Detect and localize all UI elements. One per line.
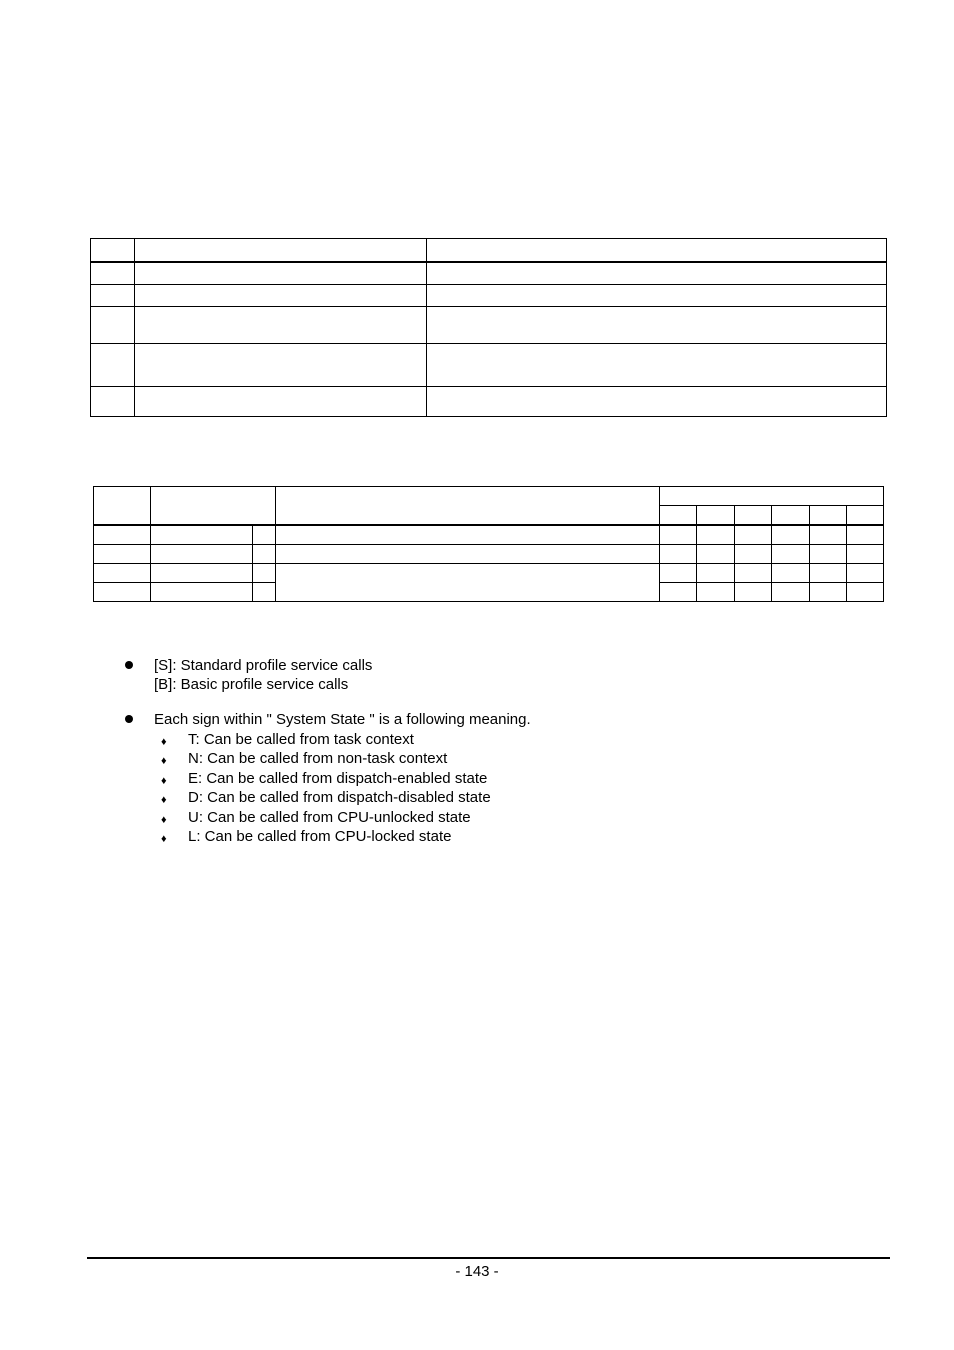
table-cell bbox=[810, 506, 847, 526]
table-row bbox=[94, 545, 884, 564]
table-cell bbox=[697, 564, 735, 583]
table-cell bbox=[426, 262, 886, 285]
table-cell bbox=[252, 525, 275, 545]
table-cell bbox=[772, 545, 810, 564]
table-row bbox=[91, 344, 887, 387]
service-call-table bbox=[93, 486, 884, 602]
diamond-icon: ♦ bbox=[161, 755, 167, 767]
table-cell bbox=[810, 525, 847, 545]
table-cell bbox=[150, 583, 252, 602]
table-row bbox=[91, 262, 887, 285]
table-cell bbox=[426, 239, 886, 263]
table-cell bbox=[426, 285, 886, 307]
table-cell bbox=[252, 545, 275, 564]
table-cell bbox=[94, 545, 151, 564]
table-cell bbox=[810, 564, 847, 583]
table-cell bbox=[134, 387, 426, 417]
table-row bbox=[91, 307, 887, 344]
diamond-icon: ♦ bbox=[161, 775, 167, 787]
parameter-table bbox=[90, 238, 887, 417]
table-cell bbox=[134, 239, 426, 263]
table-cell bbox=[810, 583, 847, 602]
table-cell bbox=[846, 525, 883, 545]
table-cell bbox=[772, 564, 810, 583]
diamond-icon: ♦ bbox=[161, 814, 167, 826]
table-cell bbox=[91, 387, 135, 417]
table-cell bbox=[91, 239, 135, 263]
bullet-dot-icon bbox=[125, 715, 133, 723]
table-cell bbox=[660, 583, 697, 602]
state-item-u: U: Can be called from CPU-unlocked state bbox=[188, 809, 471, 826]
table-cell bbox=[94, 525, 151, 545]
table-cell bbox=[134, 307, 426, 344]
table-cell bbox=[846, 564, 883, 583]
table-cell bbox=[846, 583, 883, 602]
table-header-row bbox=[94, 487, 884, 506]
table-cell bbox=[134, 285, 426, 307]
table-cell bbox=[94, 487, 151, 526]
table-cell bbox=[735, 583, 772, 602]
table-cell bbox=[735, 506, 772, 526]
diamond-icon: ♦ bbox=[161, 736, 167, 748]
table-cell bbox=[772, 506, 810, 526]
table-cell bbox=[810, 545, 847, 564]
table-cell bbox=[735, 564, 772, 583]
table-header-row bbox=[91, 239, 887, 263]
table-row bbox=[94, 564, 884, 583]
table-cell bbox=[660, 525, 697, 545]
footer-rule bbox=[87, 1257, 890, 1259]
system-state-intro: Each sign within " System State " is a following meaning. bbox=[154, 711, 531, 728]
table-cell bbox=[846, 545, 883, 564]
page-number: - 143 - bbox=[455, 1263, 499, 1280]
table-cell bbox=[697, 506, 735, 526]
table-cell bbox=[772, 525, 810, 545]
table-cell bbox=[772, 583, 810, 602]
state-item-d: D: Can be called from dispatch-disabled state bbox=[188, 789, 491, 806]
table-cell bbox=[252, 583, 275, 602]
profile-note-basic: [B]: Basic profile service calls bbox=[154, 676, 349, 693]
table-cell bbox=[275, 487, 660, 526]
table-cell bbox=[697, 525, 735, 545]
table-cell bbox=[150, 545, 252, 564]
table-cell bbox=[735, 545, 772, 564]
table-cell bbox=[697, 545, 735, 564]
table-cell bbox=[846, 506, 883, 526]
table-cell bbox=[91, 285, 135, 307]
table-cell bbox=[275, 545, 660, 564]
table-cell bbox=[94, 583, 151, 602]
state-item-t: T: Can be called from task context bbox=[188, 731, 414, 748]
diamond-icon: ♦ bbox=[161, 794, 167, 806]
table-cell bbox=[660, 545, 697, 564]
table-cell bbox=[660, 564, 697, 583]
table-row bbox=[91, 285, 887, 307]
system-state-header-cell bbox=[660, 487, 884, 506]
table-row bbox=[91, 387, 887, 417]
table-cell bbox=[134, 344, 426, 387]
table-cell bbox=[735, 525, 772, 545]
table-cell bbox=[697, 583, 735, 602]
table-cell bbox=[275, 564, 660, 602]
bullet-dot-icon bbox=[125, 661, 133, 669]
table-cell bbox=[426, 307, 886, 344]
table-cell bbox=[275, 525, 660, 545]
table-cell bbox=[150, 564, 252, 583]
profile-note-standard: [S]: Standard profile service calls bbox=[154, 657, 373, 674]
table-cell bbox=[426, 387, 886, 417]
table-cell bbox=[91, 344, 135, 387]
table-cell bbox=[94, 564, 151, 583]
table-cell bbox=[91, 262, 135, 285]
table-cell bbox=[150, 525, 252, 545]
table-row bbox=[94, 525, 884, 545]
state-item-e: E: Can be called from dispatch-enabled state bbox=[188, 770, 488, 787]
table-cell bbox=[252, 564, 275, 583]
state-item-l: L: Can be called from CPU-locked state bbox=[188, 828, 452, 845]
state-item-n: N: Can be called from non-task context bbox=[188, 750, 448, 767]
table-cell bbox=[426, 344, 886, 387]
diamond-icon: ♦ bbox=[161, 833, 167, 845]
table-cell bbox=[91, 307, 135, 344]
table-cell bbox=[660, 506, 697, 526]
table-cell bbox=[134, 262, 426, 285]
table-cell bbox=[150, 487, 275, 526]
